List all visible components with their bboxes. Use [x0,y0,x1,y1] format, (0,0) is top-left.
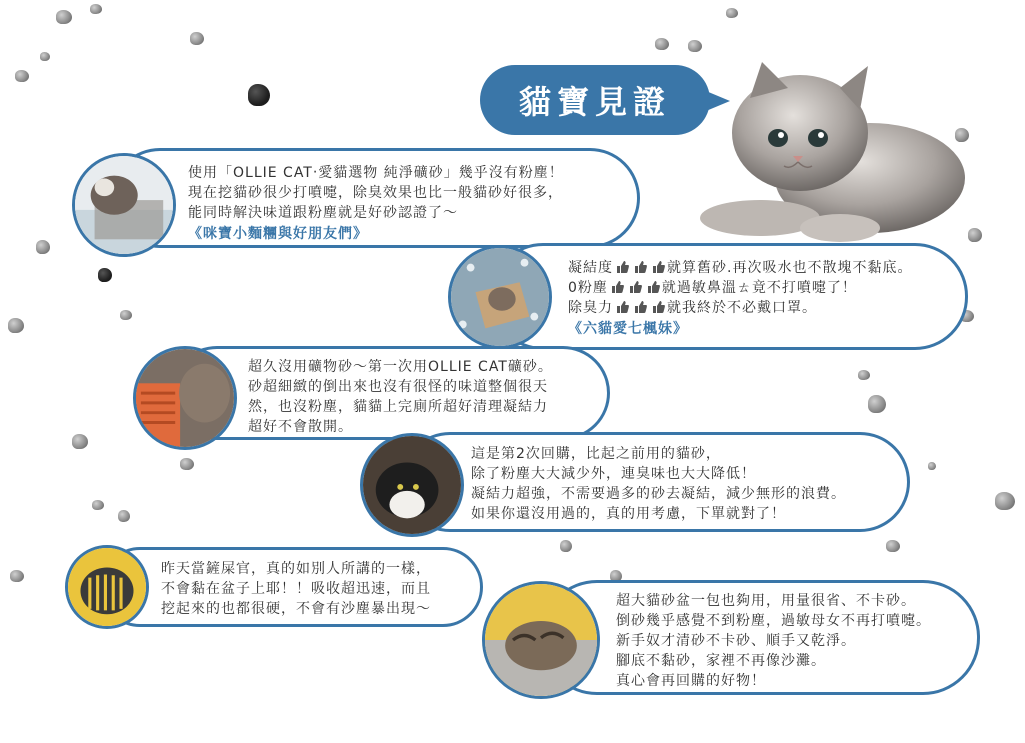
review-text-line: 不會黏在盆子上耶！！吸收超迅速，而且 [161,581,431,597]
review-rating-line [568,278,945,298]
review-card [400,432,910,532]
review-text-line: 超久沒用礦物砂～第一次用OLLIE CAT礦砂。 [248,359,553,375]
review-text-line: 倒砂幾乎感覺不到粉塵，過敏母女不再打噴嚏。 [616,613,931,629]
review-text-line: 新手奴才清砂不卡砂、順手又乾淨。 [616,633,856,649]
review-photo [482,581,600,699]
review-text-line: 砂超細緻的倒出來也沒有很怪的味道整個很天 [248,379,548,395]
review-text-line: 除了粉塵大大減少外，連臭味也大大降低！ [471,466,756,482]
litter-pebble [15,70,29,82]
review-photo [72,153,176,257]
litter-pebble [928,462,936,470]
review-text-line: 超大貓砂盆一包也夠用，用量很省、不卡砂。 [616,593,916,609]
review-rating-line [568,258,945,278]
litter-pebble [120,310,132,320]
review-text-line: 腳底不黏砂，家裡不再像沙灘。 [616,653,826,669]
review-text-line: 真心會再回購的好物！ [616,673,766,689]
review-text-line: 超好不會散開。 [248,419,353,435]
review-text-line: 然，也沒粉塵，貓貓上完廁所超好清理凝結力 [248,399,548,415]
thumbs-up-icon [608,280,662,296]
litter-pebble [10,570,24,582]
litter-pebble [868,395,886,413]
page-title-text: 貓寶見證 [518,83,671,121]
litter-pebble [886,540,900,552]
litter-pebble [995,492,1015,510]
kitten-illustration [690,48,975,248]
thumbs-up-icon [613,300,667,316]
review-photo [65,545,149,629]
review-text-line: 這是第2次回購，比起之前用的貓砂， [471,446,721,462]
litter-pebble [180,458,194,470]
rating-text: 就算舊砂.再次吸水也不散塊不黏底。 [667,260,913,276]
review-text-line: 凝結力超強，不需要過多的砂去凝結，減少無形的浪費。 [471,486,846,502]
litter-pebble [248,84,270,106]
review-card [490,243,968,350]
review-card [110,148,640,248]
review-author: 《六貓愛七楓妹》 [568,321,688,337]
litter-pebble [8,318,24,333]
review-photo [360,433,464,537]
review-photo [133,346,237,450]
review-photo [448,245,552,349]
review-rating-line [568,298,945,318]
rating-label: 0粉塵 [568,280,608,296]
thumbs-up-icon [613,260,667,276]
rating-text: 就過敏鼻溫ㄊ竟不打噴嚏了！ [661,280,857,296]
review-text-line: 使用「OLLIE CAT‧愛貓選物 純淨礦砂」幾乎沒有粉塵！ [188,165,564,181]
review-author: 《咪寶小麵糰與好朋友們》 [188,226,368,242]
litter-pebble [90,4,102,14]
litter-pebble [726,8,738,18]
rating-label: 除臭力 [568,300,613,316]
rating-text: 就我終於不必戴口罩。 [667,300,817,316]
review-card [100,547,483,627]
litter-pebble [118,510,130,522]
review-text-line: 能同時解決味道跟粉塵就是好砂認證了～ [188,205,458,221]
litter-pebble [40,52,50,61]
review-text-line: 昨天當鏟屎官，真的如別人所講的一樣， [161,561,431,577]
review-text-line: 挖起來的也都很硬，不會有沙塵暴出現～ [161,601,431,617]
page-title [480,65,710,135]
litter-pebble [98,268,112,282]
review-card [540,580,980,695]
litter-pebble [858,370,870,380]
review-text-line: 如果你還沒用過的，真的用考慮，下單就對了！ [471,506,786,522]
rating-label: 凝結度 [568,260,613,276]
litter-pebble [72,434,88,449]
litter-pebble [92,500,104,510]
litter-pebble [190,32,204,45]
litter-pebble [56,10,72,24]
review-text-line: 現在挖貓砂很少打噴嚏，除臭效果也比一般貓砂好很多， [188,185,563,201]
litter-pebble [655,38,669,50]
litter-pebble [560,540,572,552]
litter-pebble [36,240,50,254]
